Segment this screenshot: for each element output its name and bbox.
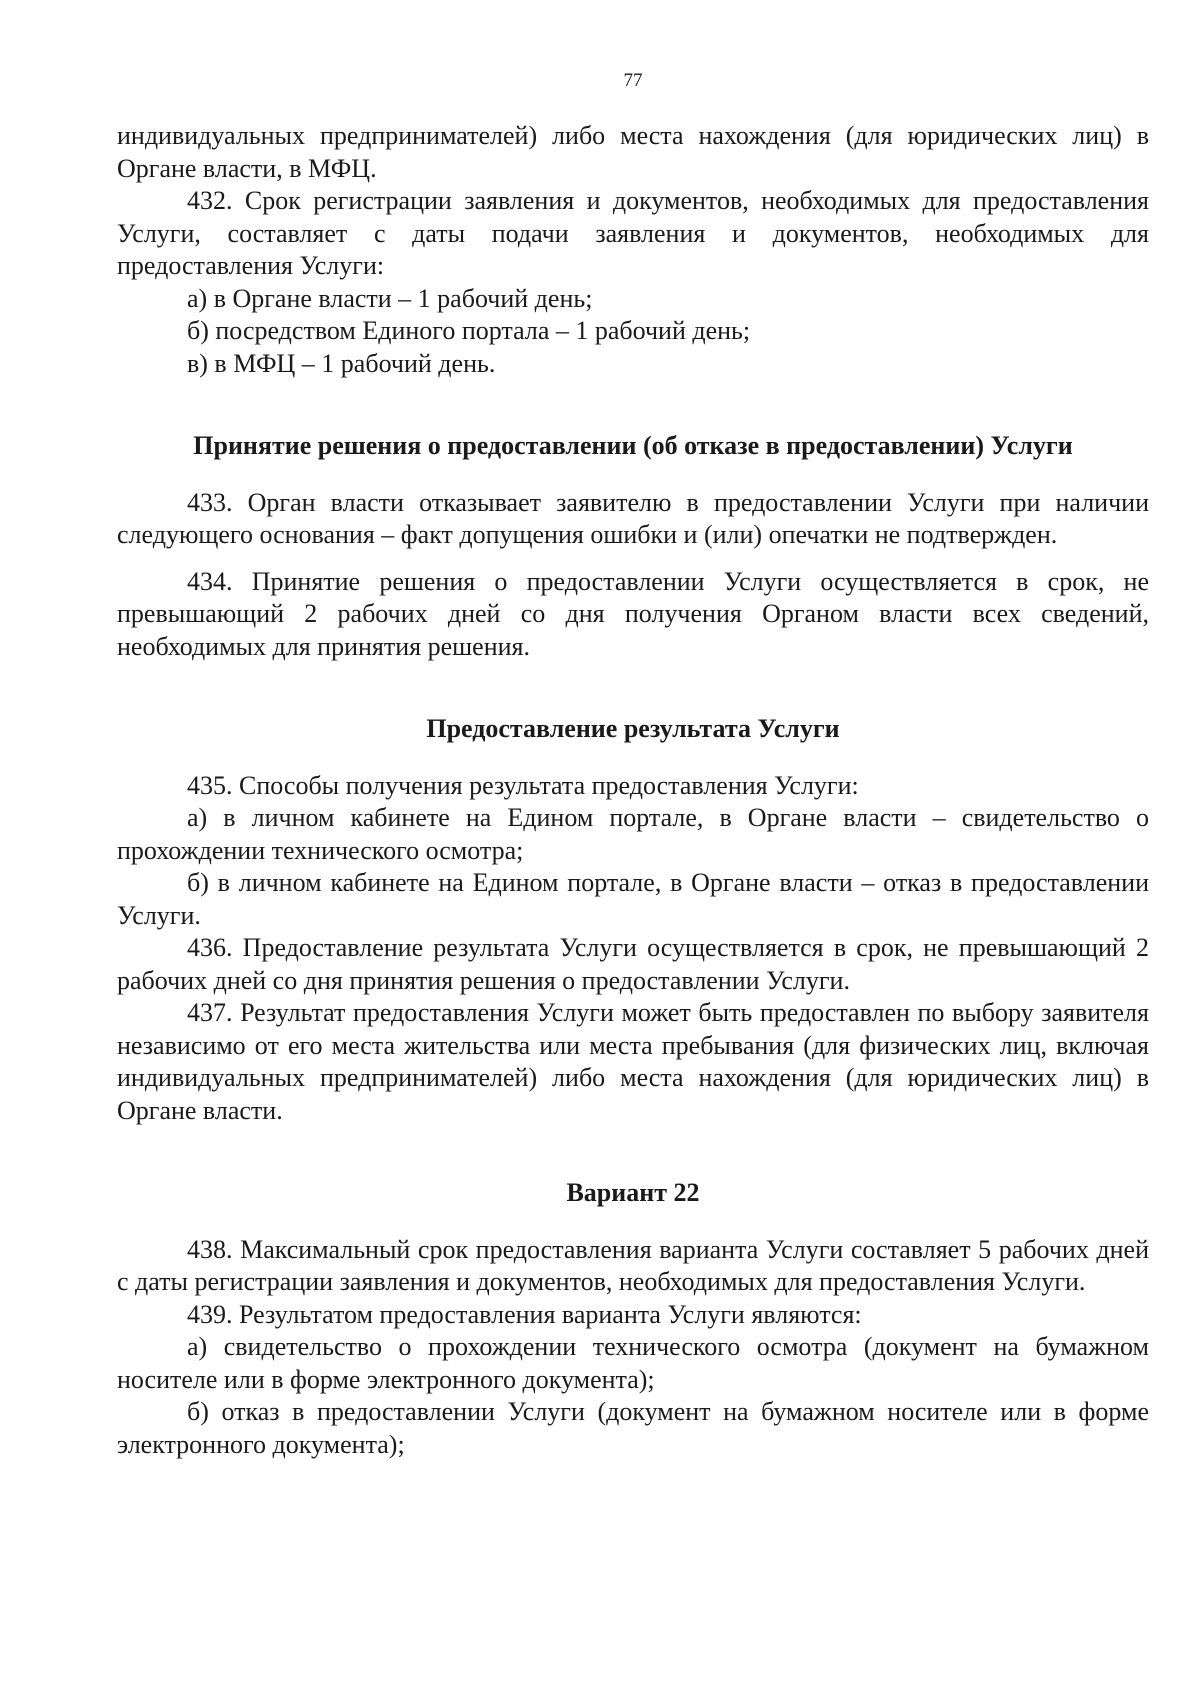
paragraph-439-a: а) свидетельство о прохождении технического осмотра (документ на бумажном носителе или в форме электронного документа); bbox=[117, 1332, 1149, 1394]
paragraph-435-a: а) в личном кабинете на Едином портале, в Органе власти – свидетельство о прохождении технического осмотра; bbox=[117, 803, 1149, 865]
paragraph-435: 435. Способы получения результата предоставления Услуги: bbox=[187, 770, 859, 800]
paragraph-continuation: индивидуальных предпринимателей) либо места нахождения (для юридических лиц) в Органе власти, в МФЦ. bbox=[117, 121, 1149, 183]
paragraph-432-c: в) в МФЦ – 1 рабочий день. bbox=[187, 348, 496, 378]
paragraph-432-a: а) в Органе власти – 1 рабочий день; bbox=[187, 283, 593, 313]
section-heading-variant: Вариант 22 bbox=[566, 1178, 700, 1207]
document-page bbox=[117, 0, 1149, 1697]
paragraph-439-b: б) отказ в предоставлении Услуги (документ на бумажном носителе или в форме электронного документа); bbox=[117, 1397, 1149, 1459]
paragraph-432-b: б) посредством Единого портала – 1 рабочий день; bbox=[187, 316, 751, 345]
document-body bbox=[117, 120, 1149, 1461]
section-heading-result: Предоставление результата Услуги bbox=[426, 714, 840, 743]
paragraph-439: 439. Результатом предоставления варианта Услуги являются: bbox=[187, 1299, 862, 1329]
paragraph-432: 432. Срок регистрации заявления и документов, необходимых для предоставления Услуги, составляет с даты подачи заявления и документов, необходимых для предоставления Услуги: bbox=[117, 186, 1149, 280]
paragraph-436: 436. Предоставление результата Услуги осуществляется в срок, не превышающий 2 рабочих дней со дня принятия решения о предоставлении Услуги. bbox=[117, 933, 1149, 995]
page-number: 77 bbox=[623, 70, 643, 91]
paragraph-434: 434. Принятие решения о предоставлении Услуги осуществляется в срок, не превышающий 2 рабочих дней со дня получения Органом власти всех сведений, необходимых для принятия решения. bbox=[117, 566, 1149, 661]
paragraph-437: 437. Результат предоставления Услуги может быть предоставлен по выбору заявителя независимо от его места жительства или места пребывания (для физических лиц, включая индивидуальных предпринимателей) либо места нахождения (для юридических лиц) в Органе власти. bbox=[117, 998, 1149, 1125]
paragraph-433: 433. Орган власти отказывает заявителю в предоставлении Услуги при наличии следующего основания – факт допущения ошибки и (или) опечатки не подтвержден. bbox=[117, 487, 1149, 549]
paragraph-438: 438. Максимальный срок предоставления варианта Услуги составляет 5 рабочих дней с даты регистрации заявления и документов, необходимых для предоставления Услуги. bbox=[117, 1234, 1149, 1296]
paragraph-435-b: б) в личном кабинете на Едином портале, в Органе власти – отказ в предоставлении Услуги. bbox=[117, 868, 1149, 930]
section-heading-decision: Принятие решения о предоставлении (об отказе в предоставлении) Услуги bbox=[193, 431, 1073, 460]
